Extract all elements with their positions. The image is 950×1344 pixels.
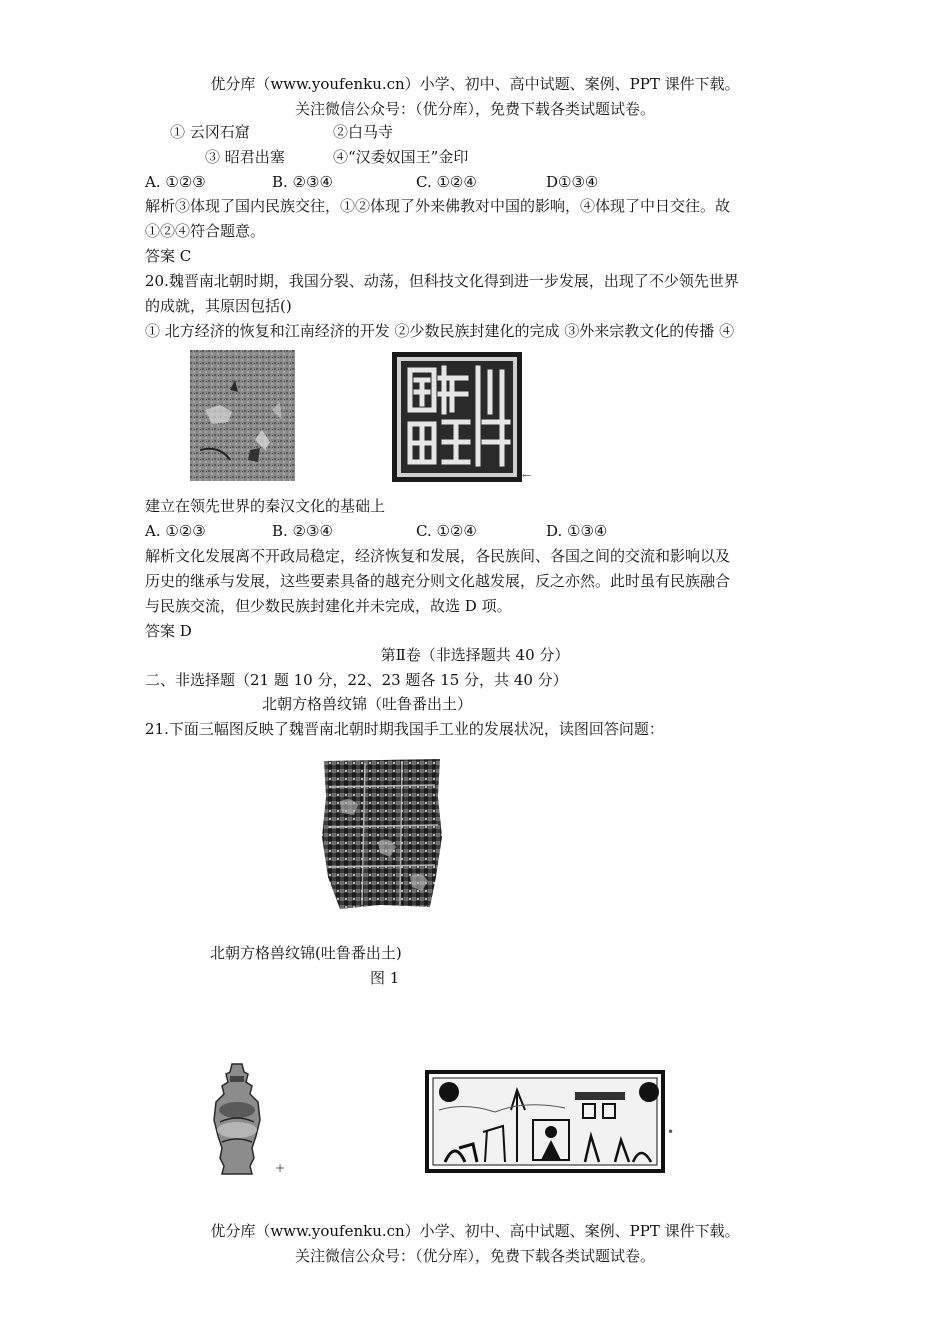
- q19-answer: 答案 C: [145, 247, 192, 265]
- q20-stem-1: 20.魏晋南北朝时期，我国分裂、动荡，但科技文化得到进一步发展，出现了不少领先世界: [145, 272, 739, 290]
- vase-image: [212, 1062, 262, 1176]
- q20-analysis-1: 解析文化发展离不开政局稳定，经济恢复和发展，各民族间、各国之间的交流和影响以及: [145, 547, 731, 565]
- brocade-image: [320, 757, 445, 913]
- q20-stem-2: 的成就，其原因包括(): [145, 297, 292, 315]
- q19-analysis-1: 解析③体现了国内民族交往，①②体现了外来佛教对中国的影响，④体现了中日交往。故: [145, 197, 731, 215]
- volume-title: 第Ⅱ卷（非选择题共 40 分）: [380, 646, 570, 664]
- q20-option-c: C. ①②④: [416, 522, 477, 540]
- q19-item-4: ④“汉委奴国王”金印: [333, 148, 469, 166]
- q19-option-d: D①③④: [546, 173, 599, 191]
- q21-stem: 21.下面三幅图反映了魏晋南北朝时期我国手工业的发展状况，读图回答问题：: [145, 720, 664, 738]
- q20-analysis-2: 历史的继承与发展，这些要素具备的越充分则文化越发展，反之亦然。此时虽有民族融合: [145, 572, 731, 590]
- q19-item-1: ① 云冈石窟: [170, 123, 250, 141]
- q20-stem-4: 建立在领先世界的秦汉文化的基础上: [145, 497, 386, 515]
- mural-image: [425, 1070, 665, 1173]
- q20-stem-3: ① 北方经济的恢复和江南经济的开发 ②少数民族封建化的完成 ③外来宗教文化的传播 ④: [145, 322, 735, 340]
- q19-analysis-2: ①②④符合题意。: [145, 222, 266, 240]
- q19-option-c: C. ①②④: [416, 173, 477, 191]
- mural-mark-icon: •: [667, 1125, 675, 1139]
- q20-answer: 答案 D: [145, 622, 192, 640]
- floating-caption: 北朝方格兽纹锦（吐鲁番出土）: [262, 695, 473, 713]
- q20-analysis-3: 与民族交流，但少数民族封建化并未完成，故选 D 项。: [145, 597, 512, 615]
- q19-option-a: A. ①②③: [145, 173, 206, 191]
- q20-option-d: D. ①③④: [546, 522, 608, 540]
- q19-option-b: B. ②③④: [272, 173, 333, 191]
- q19-item-2: ②白马寺: [333, 123, 394, 141]
- gold-seal-image: [392, 352, 522, 482]
- header-line-1: 优分库（www.youfenku.cn）小学、初中、高中试题、案例、PPT 课件下载。: [210, 75, 740, 93]
- header-line-2: 关注微信公众号：（优分库），免费下载各类试题试卷。: [294, 100, 655, 118]
- footer-line-2: 关注微信公众号：（优分库），免费下载各类试题试卷。: [294, 1247, 655, 1265]
- section-heading: 二、非选择题（21 题 10 分，22、23 题各 15 分，共 40 分）: [145, 671, 568, 689]
- q20-option-b: B. ②③④: [272, 522, 333, 540]
- cave-carving-image: [190, 350, 295, 481]
- q19-item-3: ③ 昭君出塞: [205, 148, 285, 166]
- vase-mark-icon: +: [275, 1161, 286, 1175]
- fig1-caption: 北朝方格兽纹锦(吐鲁番出土): [210, 944, 402, 962]
- seal-mark-icon: ←: [522, 469, 532, 482]
- fig1-label: 图 1: [370, 969, 400, 987]
- q20-option-a: A. ①②③: [145, 522, 206, 540]
- footer-line-1: 优分库（www.youfenku.cn）小学、初中、高中试题、案例、PPT 课件下载。: [210, 1222, 740, 1240]
